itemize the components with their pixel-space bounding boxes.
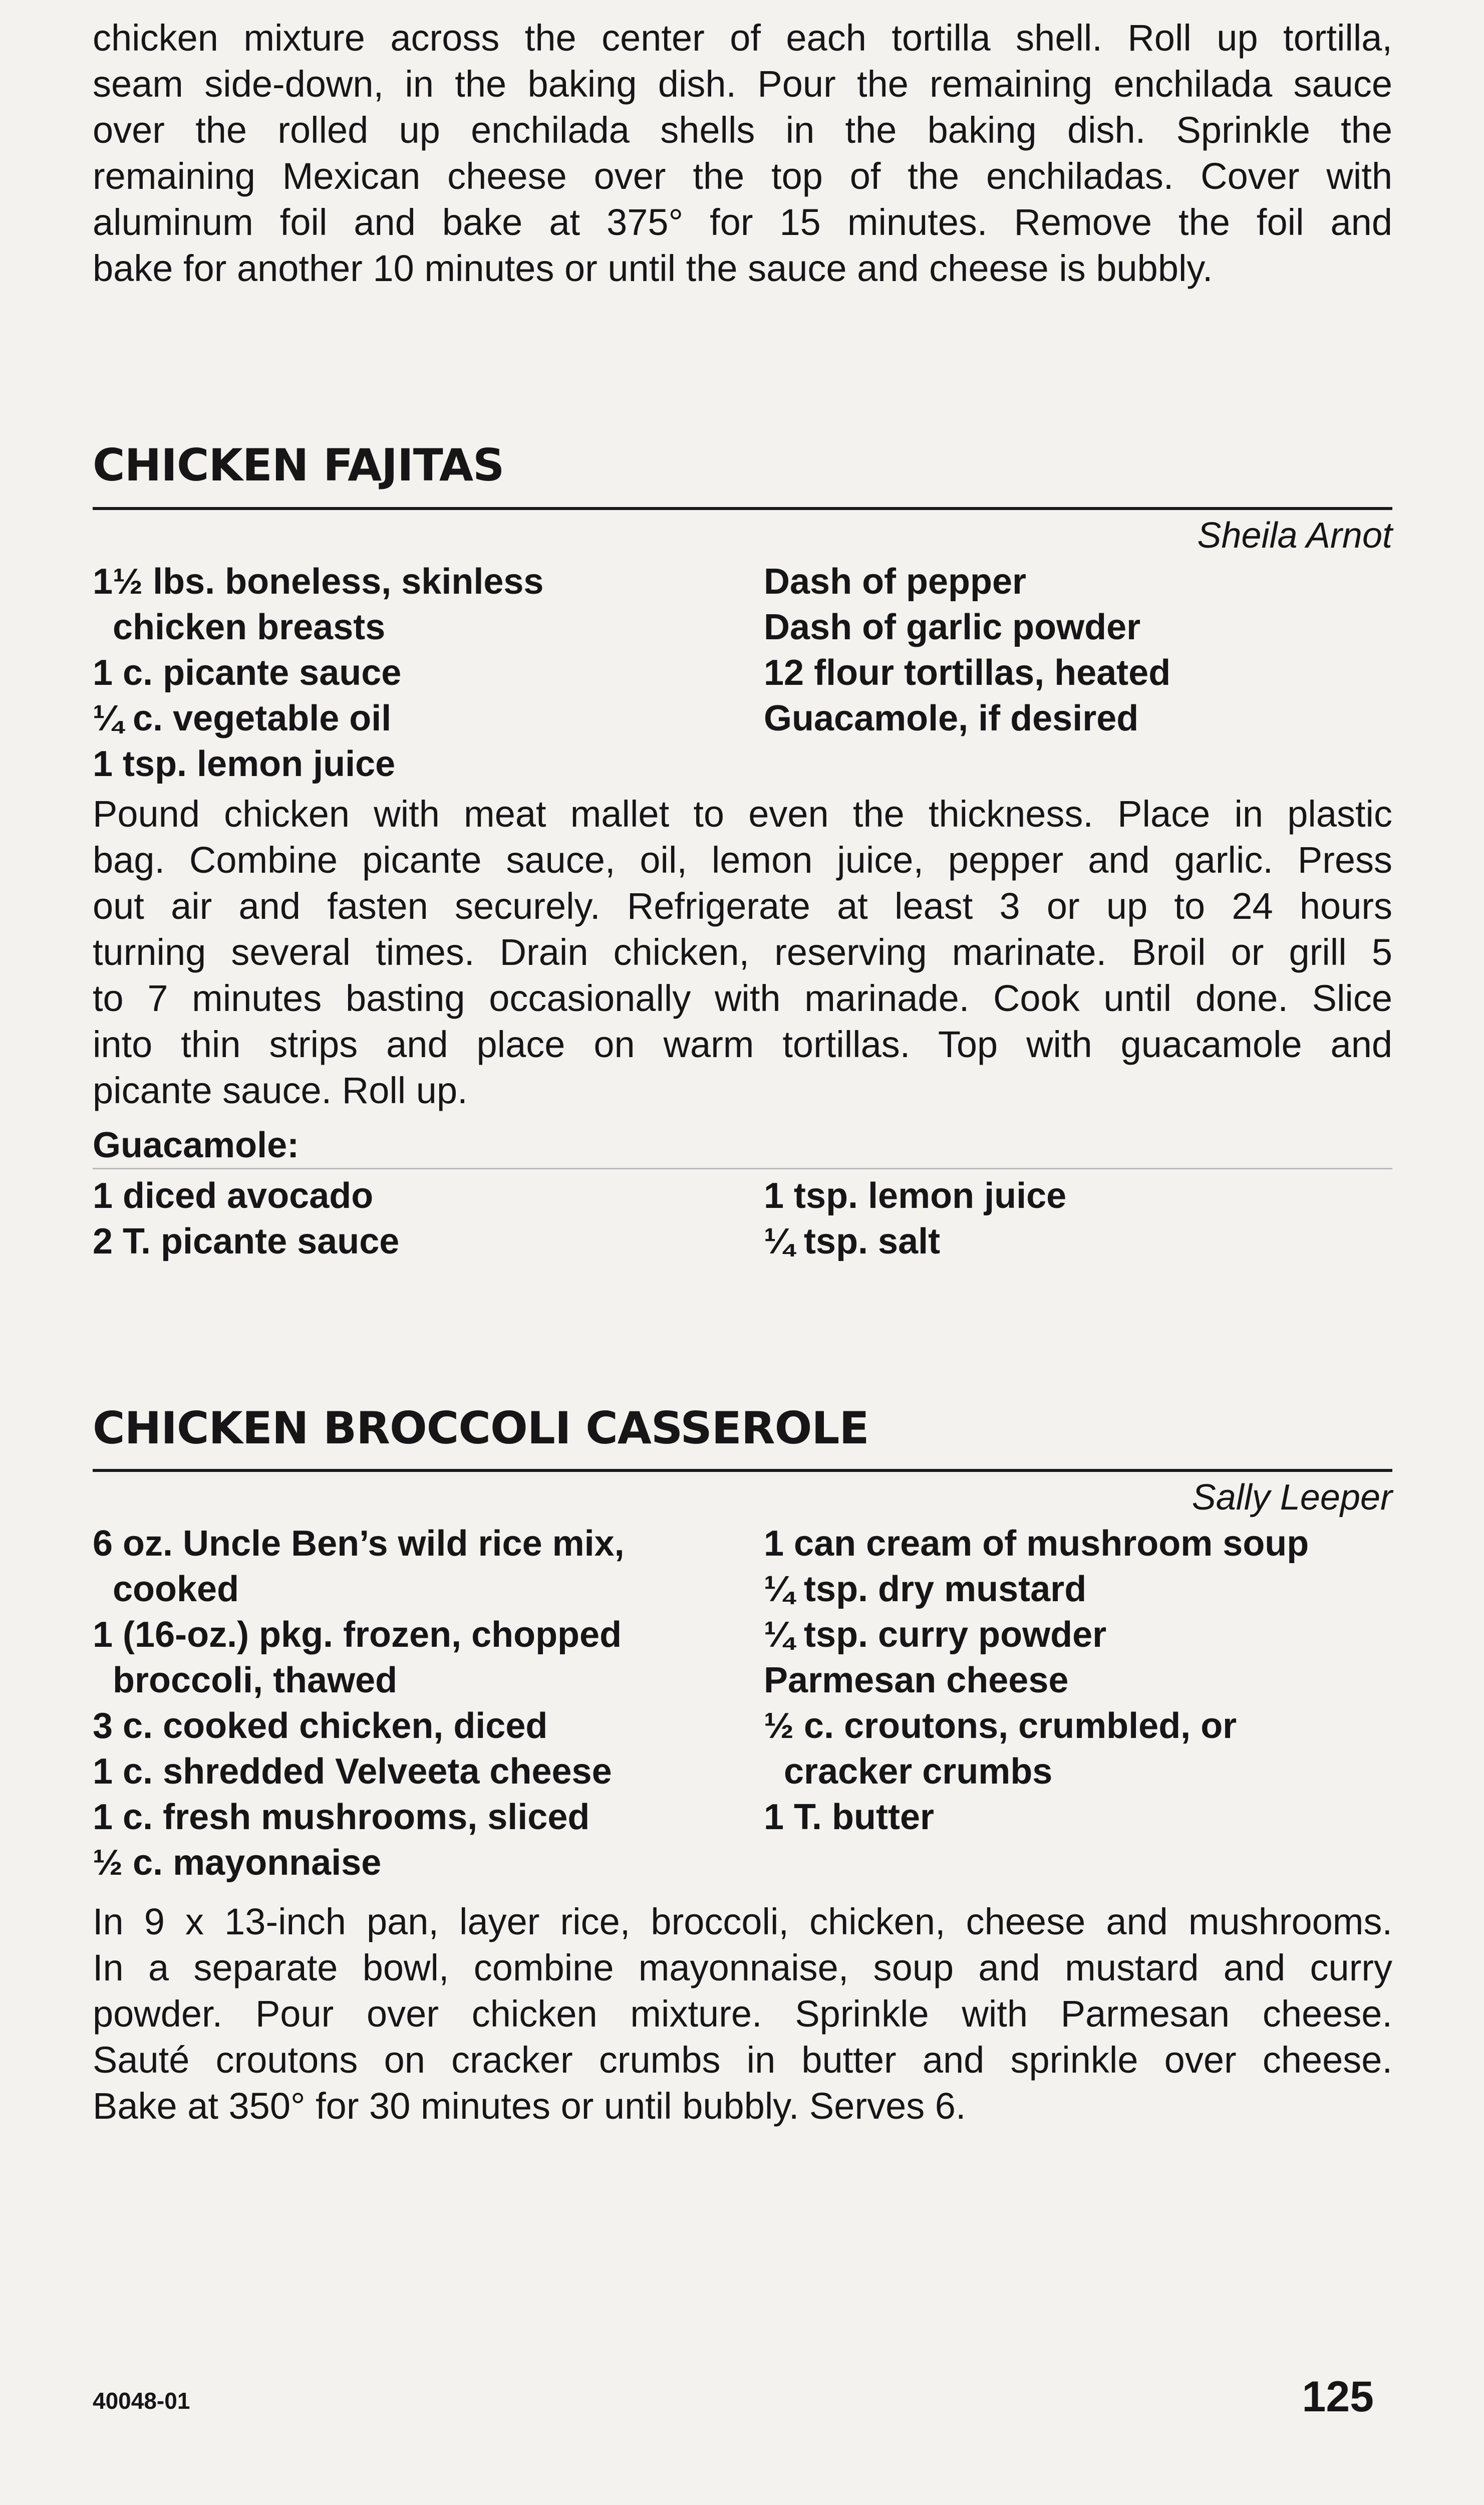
ingredient-item: ¼ c. vegetable oil [93, 698, 392, 738]
directions-line: In a separate bowl, combine mayonnaise, soup and mustard and curry [93, 1947, 1392, 1988]
ingredient-item: Dash of pepper [764, 562, 1027, 602]
continued-directions [93, 15, 1392, 292]
ingredient-item: 1 c. picante sauce [93, 653, 402, 693]
directions-line: turning several times. Drain chicken, reserving marinate. Broil or grill 5 [93, 931, 1392, 973]
ingredient-item: 1 (16-oz.) pkg. frozen, chopped [93, 1615, 622, 1655]
ingredient-item: 3 c. cooked chicken, diced [93, 1706, 548, 1746]
ingredient-item: 1 T. butter [764, 1797, 935, 1837]
footer-code: 40048-01 [93, 2388, 190, 2414]
ingredient-item: 6 oz. Uncle Ben’s wild rice mix, [93, 1524, 625, 1564]
ingredients-list [93, 559, 1392, 787]
directions-line: bake for another 10 minutes or until the sauce and cheese is bubbly. [93, 247, 1213, 289]
directions-line: over the rolled up enchilada shells in the baking dish. Sprinkle the [93, 109, 1392, 151]
directions-line: out air and fasten securely. Refrigerate at least 3 or up to 24 hours [93, 885, 1392, 927]
ingredient-item: cooked [113, 1569, 239, 1609]
ingredient-item: 12 flour tortillas, heated [764, 653, 1171, 693]
ingredient-item: 1 diced avocado [93, 1176, 374, 1216]
directions-line: aluminum foil and bake at 375° for 15 minutes. Remove the foil and [93, 201, 1392, 243]
ingredient-item: 1 can cream of mushroom soup [764, 1524, 1309, 1564]
directions-line: powder. Pour over chicken mixture. Sprinkle with Parmesan cheese. [93, 1993, 1392, 2035]
directions-line: Sauté croutons on cracker crumbs in butter and sprinkle over cheese. [93, 2039, 1392, 2081]
ingredient-item: 1 tsp. lemon juice [93, 744, 396, 784]
ingredient-item: ¼ tsp. dry mustard [764, 1569, 1087, 1609]
recipe-chicken-fajitas [93, 439, 1392, 1265]
page-number: 125 [1302, 2373, 1374, 2421]
directions-line: to 7 minutes basting occasionally with marinade. Cook until done. Slice [93, 977, 1392, 1019]
recipe-author: Sally Leeper [1192, 1477, 1392, 1518]
ingredient-item: Guacamole, if desired [764, 698, 1139, 738]
ingredient-item: Parmesan cheese [764, 1660, 1069, 1700]
ingredient-item: 1 tsp. lemon juice [764, 1176, 1067, 1216]
ingredient-item: ¼ tsp. salt [764, 1221, 941, 1262]
ingredient-item: chicken breasts [113, 607, 386, 647]
ingredient-item: 2 T. picante sauce [93, 1221, 400, 1262]
recipe-title: CHICKEN FAJITAS [93, 439, 504, 491]
directions-line: into thin strips and place on warm tortillas. Top with guacamole and [93, 1024, 1392, 1065]
recipe-directions [93, 1899, 1392, 2129]
recipe-author: Sheila Arnot [1197, 516, 1392, 556]
guacamole-right-column [764, 1173, 1392, 1265]
directions-line: seam side-down, in the baking dish. Pour the remaining enchilada sauce [93, 63, 1392, 105]
guacamole-left-column [93, 1173, 764, 1265]
directions-line: chicken mixture across the center of each tortilla shell. Roll up tortilla, [93, 17, 1392, 59]
title-rule [93, 507, 1392, 510]
ingredient-item: ¼ tsp. curry powder [764, 1615, 1107, 1655]
title-rule [93, 1469, 1392, 1472]
ingredient-item: 1 c. shredded Velveeta cheese [93, 1751, 612, 1792]
guacamole-ingredients [93, 1173, 1392, 1265]
recipe-title: CHICKEN BROCCOLI CASSEROLE [93, 1402, 869, 1454]
directions-line: Pound chicken with meat mallet to even the thickness. Place in plastic [93, 793, 1392, 835]
ingredient-item: 1 c. fresh mushrooms, sliced [93, 1797, 590, 1837]
ingredient-item: ½ c. croutons, crumbled, or [764, 1706, 1237, 1746]
ingredients-list [93, 1521, 1392, 1886]
ingredient-item: 1½ lbs. boneless, skinless [93, 562, 544, 602]
ingredients-left-column [93, 559, 764, 787]
ingredient-item: Dash of garlic powder [764, 607, 1141, 647]
guacamole-label: Guacamole: [93, 1125, 300, 1165]
ingredient-item: cracker crumbs [784, 1751, 1053, 1792]
ingredients-left-column [93, 1521, 764, 1886]
ingredients-right-column [764, 1521, 1392, 1886]
directions-line: remaining Mexican cheese over the top of the enchiladas. Cover with [93, 155, 1392, 197]
ingredient-item: ½ c. mayonnaise [93, 1843, 382, 1883]
directions-line: Bake at 350° for 30 minutes or until bubbly. Serves 6. [93, 2085, 966, 2127]
recipe-directions [93, 791, 1392, 1114]
directions-line: In 9 x 13-inch pan, layer rice, broccoli, chicken, cheese and mushrooms. [93, 1901, 1392, 1942]
recipe-chicken-broccoli-casserole [93, 1402, 1392, 2129]
directions-line: bag. Combine picante sauce, oil, lemon juice, pepper and garlic. Press [93, 839, 1392, 881]
cookbook-page [93, 15, 1392, 2129]
ingredients-right-column [764, 559, 1392, 787]
ingredient-item: broccoli, thawed [113, 1660, 398, 1700]
directions-line: picante sauce. Roll up. [93, 1070, 468, 1111]
guacamole-rule [93, 1168, 1392, 1169]
